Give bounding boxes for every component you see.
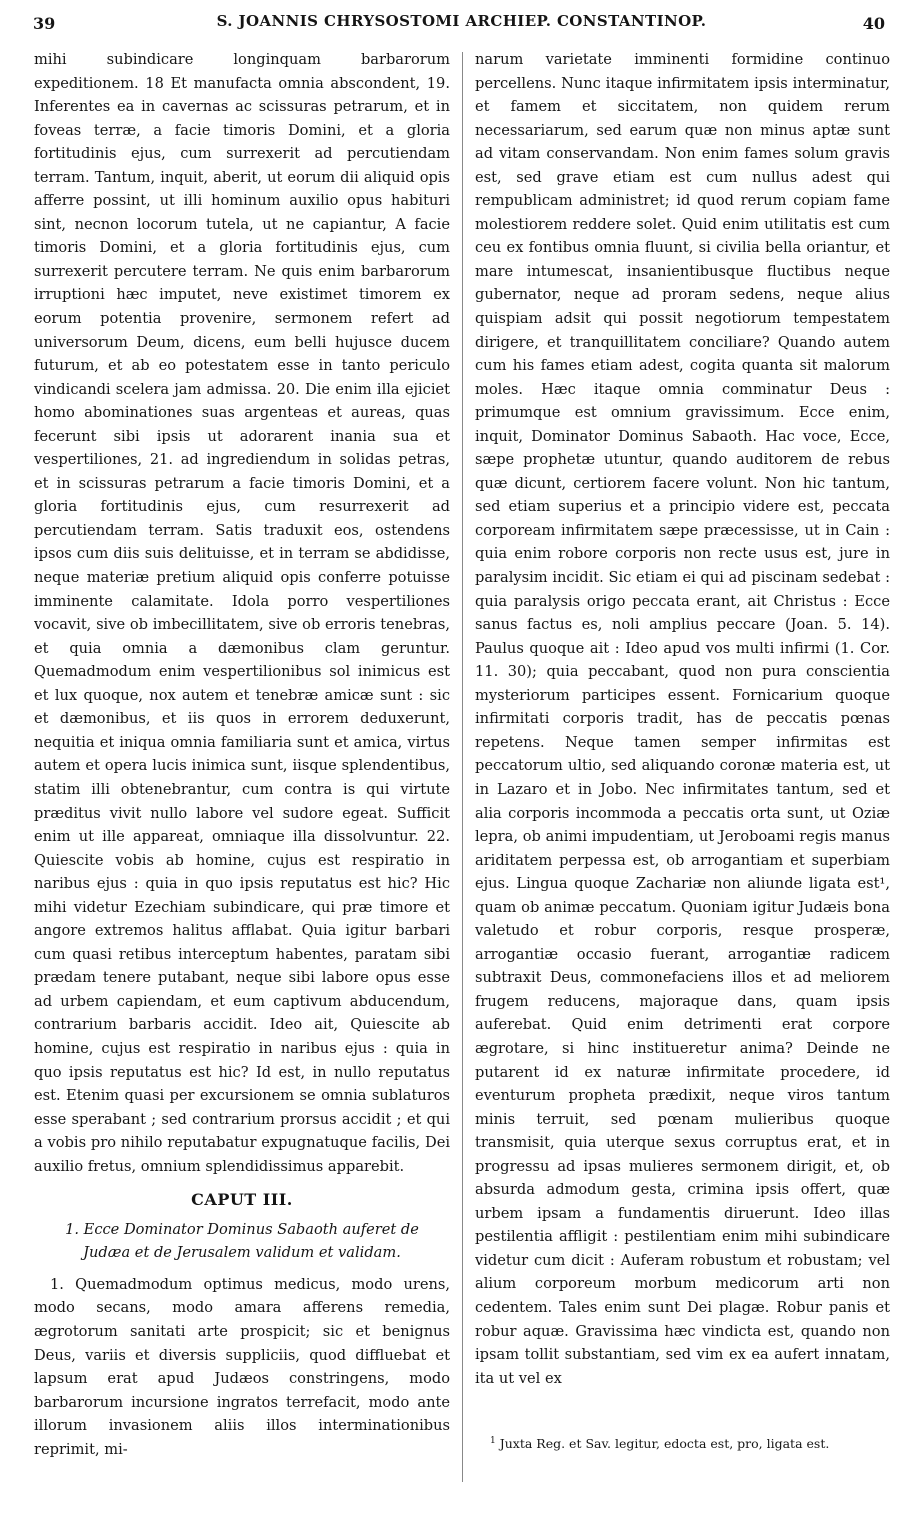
footnote <box>490 1436 890 1451</box>
running-title: S. JOANNIS CHRYSOSTOMI ARCHIEP. CONSTANTINOP. <box>216 12 707 30</box>
right-paragraph-1: narum varietate imminenti formidine continuo percellens. Nunc itaque infirmitatem ipsis interminatur, et famem et siccitatem, non quidem rerum necessariarum, sed earum quæ non minus aptæ sunt ad vitam conservandam. Non enim fames solum gravis est, sed grave etiam est cum nullus adest qui rempublicam administret; id quod rerum copiam fame molestiorem reddere solet. Quid enim utilitatis est cum ceu ex fontibus omnia fluunt, si civilia bella oriantur, et mare intumescat, insanientibusque fluctibus neque gubernator, neque ad proram sedens, neque alius quispiam adsit qui possit negotiorum tempestatem dirigere, et tranquillitatem conciliare? Quando autem cum his fames etiam adest, cogita quanta sit malorum moles. Hæc itaque omnia comminatur Deus : primumque est omnium gravissimum. Ecce enim, inquit, Dominator Dominus Sabaoth. Hac voce, Ecce, sæpe prophetæ utuntur, quando auditorem de rebus quæ dicunt, certiorem facere volunt. Non hic tantum, sed etiam superius et a principio videre est, peccata corpoream infirmitatem sæpe præcessisse, ut in Cain : quia enim robore corporis non recte usus est, jure in paralysim incidit. Sic etiam ei qui ad piscinam sedebat : quia paralysis origo peccata erant, ait Christus : Ecce sanus factus es, noli amplius peccare (Joan. 5. 14). Paulus quoque ait : Ideo apud vos multi infirmi (1. Cor. 11. 30); quia peccabant, quod non pura conscientia mysteriorum participes essent. Fornicarium quoque infirmitati corporis tradit, has de peccatis pœnas repetens. Neque tamen semper infirmitas est peccatorum ultio, sed aliquando coronæ materia est, ut in Lazaro et in Jobo. Nec infirmitates tantum, sed et alia corporis incommoda a peccatis orta sunt, ut Oziæ lepra, ob animi impudentiam, ut Jeroboami regis manus ariditatem perpessa est, ob arrogantiam et superbiam ejus. Lingua quoque Zachariæ non aliunde ligata est¹, quam ob animæ peccatum. Quoniam igitur Judæis bona valetudo et robur corporis, resque prosperæ, arrogantiæ occasio fuerant, arrogantiæ radicem subtraxit Deus, commonefaciens illos et ad meliorem frugem reducens, majoraque dans, quam ipsis auferebat. Quid enim detrimenti erat corpore ægrotare, si hinc institueretur anima? Deinde ne putarent id ex naturæ infirmitate procedere, id eventurum propheta prædixit, neque viros tantum minis terruit, sed pœnam mulieribus quoque transmisit, quia uterque sexus corruptus erat, et in progressu ad ipsas mulieres sermonem dirigit, et, ob absurda admodum gesta, crimina ipsis offert, quæ urbem ipsam a fundamentis diruerunt. Ideo illas pestilentia affligit : pestilentiam enim mihi subindicare videtur cum dicit : Auferam robustum et robustam; vel alium corporeum morbum medicorum arti non cedentem. Tales enim sunt Dei plagæ. Robur panis et robur aquæ. Gravissima hæc vindicta est, quando non ipsam tollit substantiam, sed vim ex ea aufert innatam, ita ut vel ex <box>475 51 890 1387</box>
column-divider <box>462 52 463 1482</box>
left-column <box>34 48 450 1480</box>
chapter-summary: 1. Ecce Dominator Dominus Sabaoth auferet de Judæa et de Jerusalem validum et validam. <box>65 1220 419 1262</box>
left-paragraph-2: 1. Quemadmodum optimus medicus, modo urens, modo secans, modo amara afferens remedia, ægrotorum sanitati arte prospicit; sic et benignus Deus, variis et diversis suppliciis, quod diffluebat et lapsum erat apud Judæos constringens, modo barbarorum incursione ingratos terrefacit, modo ante illorum invasionem aliis illos interminationibus reprimit, mi- <box>34 1275 450 1458</box>
footnote-mark: 1 <box>490 1436 496 1446</box>
right-column <box>475 48 890 1480</box>
left-paragraph-1: mihi subindicare longinquam barbarorum expeditionem. 18 Et manufacta omnia abscondent, 19. Inferentes ea in cavernas ac scissuras petrarum, et in foveas terræ, a facie timoris Domini, et a gloria fortitudinis ejus, cum surrexerit ad percutiendam terram. Tantum, inquit, aberit, ut eorum dii aliquid opis afferre possint, ut illi hominum auxilio opus habituri sint, necnon locorum tutela, ut ne capiantur, A facie timoris Domini, et a gloria fortitudinis ejus, cum surrexerit percutere terram. Ne quis enim barbarorum irruptioni hæc imputet, neve existimet timorem ex eorum potentia provenire, sermonem refert ad universorum Deum, dicens, eum belli hujusce ducem futurum, et ab eo potestatem esse in tanto periculo vindicandi scelera jam admissa. 20. Die enim illa ejiciet homo abominationes suas argenteas et aureas, quas fecerunt sibi ipsis ut adorarent inania sua et vespertiliones, 21. ad ingrediendum in solidas petras, et in scissuras petrarum a facie timoris Domini, et a gloria fortitudinis ejus, cum resurrexerit ad percutiendam terram. Satis traduxit eos, ostendens ipsos cum diis suis delituisse, et in terram se abdidisse, neque materiæ pretium aliquid opis conferre potuisse imminente calamitate. Idola porro vespertiliones vocavit, sive ob imbecillitatem, sive ob erroris tenebras, et quia omnia a dæmonibus clam geruntur. Quemadmodum enim vespertilionibus sol inimicus est et lux quoque, nox autem et tenebræ amicæ sunt : sic et dæmonibus, et iis quos in errorem deduxerunt, nequitia et iniqua omnia familiaria sunt et amica, virtus autem et opera lucis inimica sunt, iisque splendentibus, statim illi obtenebrantur, cum contra is qui virtute præditus vivit nullo labore vel sudore egeat. Sufficit enim ut ille appareat, omniaque illa dissolvuntur. 22. Quiescite vobis ab homine, cujus est respiratio in naribus ejus : quia in quo ipsis reputatus est hic? Hic mihi videtur Ezechiam subindicare, qui præ timore et angore extremos halitus afflabat. Quia igitur barbari cum quasi retibus interceptum habentes, paratam sibi prædam tenere putabant, neque sibi labore opus esse ad urbem capiendam, et eum captivum abducendum, contrarium barbaris accidit. Ideo ait, Quiescite ab homine, cujus est respiratio in naribus ejus : quia in quo ipsis reputatus est hic? Id est, in nullo reputatus est. Etenim quasi per excursionem se omnia sublaturos esse sperabant ; sed contrarium prorsus accidit ; et qui a vobis pro nihilo reputabatur expugnatuque facilis, Dei auxilio fretus, omnium splendidissimus apparebit. <box>34 51 450 1175</box>
page-number-left: 39 <box>33 14 56 33</box>
footnote-text: Juxta Reg. et Sav. legitur, edocta est, pro, ligata est. <box>499 1436 830 1452</box>
page-number-right: 40 <box>862 14 885 33</box>
chapter-heading: CAPUT III. <box>191 1190 293 1210</box>
